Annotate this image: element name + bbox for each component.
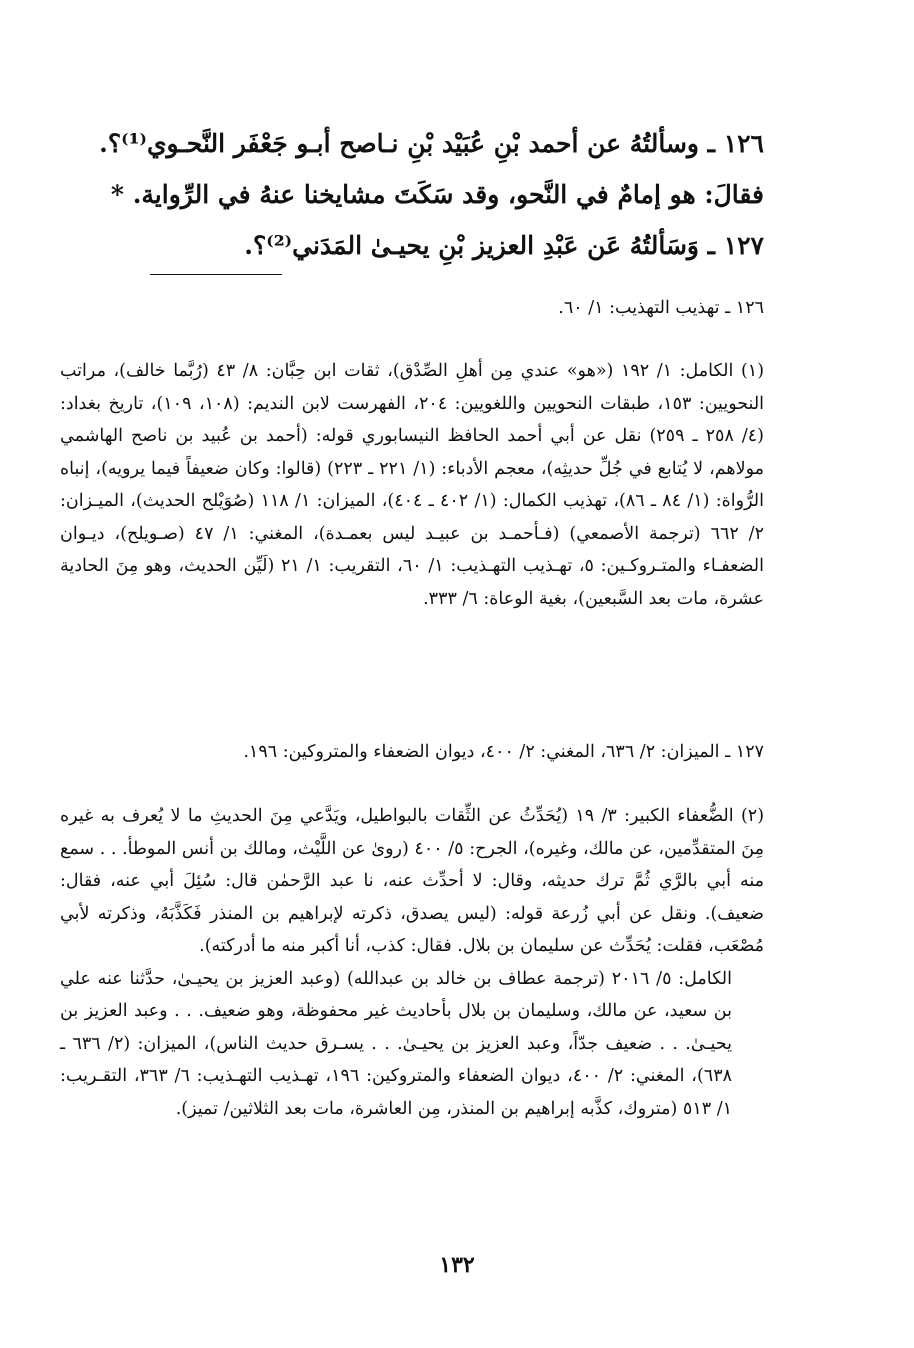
- ref-126-text: ١٢٦ ـ تهذيب التهذيب: ١/ ٦٠.: [558, 298, 764, 318]
- main-text: [70, 118, 764, 271]
- main-line-127: ١٢٧ ـ وَسَألتُهُ عَن عَبْدِ العزيز بْنِ يحيـىٰ المَدَني⁽²⁾؟.: [244, 231, 764, 260]
- footnote-ref-127: [60, 736, 764, 769]
- main-line-126: ١٢٦ ـ وسألتُهُ عن أحمد بْنِ عُبَيْد بْنِ نـاصح أبـو جَعْفَر النَّحـوي⁽¹⁾؟.: [99, 129, 764, 158]
- footnote-1: [60, 355, 764, 615]
- footnote-1-text: (١) الكامل: ١/ ١٩٢ («هو» عندي مِن أهلِ الصِّدْق)، ثقات ابن حِبَّان: ٨/ ٤٣ (رُبَّما خالف)، مراتب النحويين: ١٥٣، طبقات النحويين واللغويين: ٢٠٤، الفهرست لابن النديم: (١٠٨، ١٠٩)، تاريخ بغداد: (٤/ ٢٥٨ ـ ٢٥٩) نقل عن أبي أحمد الحافظ النيسابوري قوله: (أحمد بن عُبيد بن ناصح الهاشمي مولاهم، لا يُتابع في جُلِّ حديثِه)، معجم الأدباء: (١/ ٢٢١ ـ ٢٢٣) (قالوا: وكان ضعيفاً فيما يرويه)، إنباه الرُّواة: (١/ ٨٤ ـ ٨٦)، تهذيب الكمال: (١/ ٤٠٢ ـ ٤٠٤)، الميزان: ١/ ١١٨ (صُوَيْلح الحديث)، الميـزان: ٢/ ٦٦٢ (ترجمة الأصمعي) (فـأحمـد بن عبيـد ليس بعمـدة)، المغني: ١/ ٤٧ (صـويلح)، ديـوان الضعفـاء والمتـروكـين: ٥، تهـذيب التهـذيب: ١/ ٦٠، التقريب: ١/ ٢١ (لَيِّن الحديث، وهو مِنَ الحادية عشرة، مات بعد السَّبعين)، بغية الوعاة: ٦/ ٣٣٣.: [60, 361, 765, 609]
- main-line-answer: فقالَ: هو إمامٌ في النَّحو، وقد سَكَتَ مشايخنا عنهُ في الرِّواية. *: [110, 180, 764, 209]
- footnote-2-text-b: الكامل: ٥/ ٢٠١٦ (ترجمة عطاف بن خالد بن عبدالله) (وعبد العزيز بن يحيـىٰ، حدَّثنا عنه علي بن سعيد، عن مالك، وسليمان بن بلال بأحاديث غير محفوظة، وهو ضعيف. . . وعبد العزيز بن يحيـىٰ. . . ضعيف جدّاً، وعبد العزيز بن يحيـىٰ. . . يسـرق حديث الناس)، الميزان: (٢/ ٦٣٦ ـ ٦٣٨)، المغني: ٢/ ٤٠٠، ديوان الضعفاء والمتروكين: ١٩٦، تهـذيب التهـذيب: ٦/ ٣٦٣، التقـريب: ١/ ٥١٣ (متروك، كذَّبه إبراهيم بن المنذر، مِن العاشرة، مات بعد الثلاثين/ تميز).: [60, 968, 733, 1119]
- footnote-ref-126: [60, 292, 764, 325]
- page-number: ١٣٢: [439, 1252, 475, 1278]
- footnote-2-text-a: (٢) الضُّعفاء الكبير: ٣/ ١٩ (يُحَدِّثُ عن الثِّقات بالبواطيل، ويَدَّعي مِنَ الحديثِ ما لا يُعرف به غيره مِنَ المتقدِّمين، عن مالك، وغيره)، الجرح: ٥/ ٤٠٠ (روىٰ عن اللَّيْث، ومالك بن أنس الموطأ. . . سمع منه أبي بالرَّي ثُمَّ ترك حديثه، وقال: لا أحدِّث عنه، نا عبد الرَّحمٰن قال: سُئِلَ أبي عنه، فقال: ضعيف). ونقل عن أبي زُرعة قوله: (ليس يصدق، ذكرته لإبراهيم بن المنذر فَكَذَّبَهُ، وذكرته لأبي مُصْعَب، فقلت: يُحَدِّث عن سليمان بن بلال. فقال: كذب، أنا أكبر منه ما أدركته).: [60, 806, 765, 956]
- ref-127-text: ١٢٧ ـ الميزان: ٢/ ٦٣٦، المغني: ٢/ ٤٠٠، ديوان الضعفاء والمتروكين: ١٩٦.: [243, 742, 764, 762]
- footnote-2: [60, 800, 764, 1125]
- footnote-separator: [150, 274, 282, 275]
